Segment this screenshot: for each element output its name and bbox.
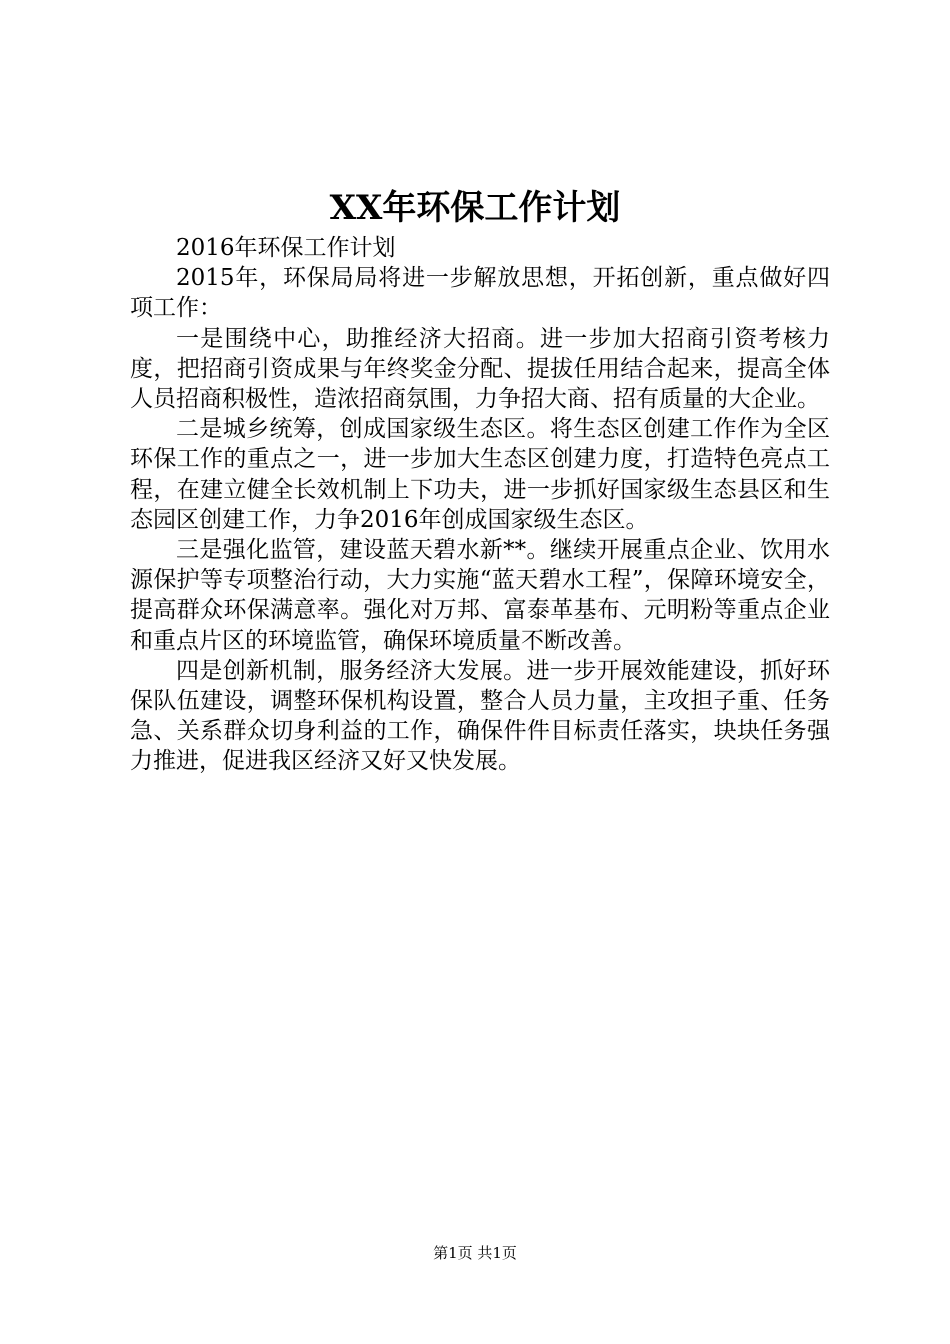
- paragraph-item-1: 一是围绕中心，助推经济大招商。进一步加大招商引资考核力度，把招商引资成果与年终奖金分配、提拔任用结合起来，提高全体人员招商积极性，造浓招商氛围，力争招大商、招有质量的大企业。: [130, 325, 830, 413]
- paragraph-item-2: 二是城乡统筹，创成国家级生态区。将生态区创建工作作为全区环保工作的重点之一，进一步加大生态区创建力度，打造特色亮点工程，在建立健全长效机制上下功夫，进一步抓好国家级生态县区和生态园区创建工作，力争2016年创成国家级生态区。: [130, 416, 830, 533]
- paragraph-item-3: 三是强化监管，建设蓝天碧水新**。继续开展重点企业、饮用水源保护等专项整治行动，大力实施“蓝天碧水工程”，保障环境安全，提高群众环保满意率。强化对万邦、富泰革基布、元明粉等重点企业和重点片区的环境监管，确保环境质量不断改善。: [130, 537, 830, 654]
- document-body: [130, 233, 830, 777]
- page-footer: 第1页 共1页: [433, 1244, 517, 1262]
- document-title: XX年环保工作计划: [329, 188, 621, 228]
- paragraph-subtitle: 2016年环保工作计划: [176, 235, 396, 261]
- paragraph-intro: 2015年，环保局局将进一步解放思想，开拓创新，重点做好四项工作：: [130, 265, 830, 322]
- paragraph-item-4: 四是创新机制，服务经济大发展。进一步开展效能建设，抓好环保队伍建设，调整环保机构设置，整合人员力量，主攻担子重、任务急、关系群众切身利益的工作，确保件件目标责任落实，块块任务强力推进，促进我区经济又好又快发展。: [130, 657, 830, 775]
